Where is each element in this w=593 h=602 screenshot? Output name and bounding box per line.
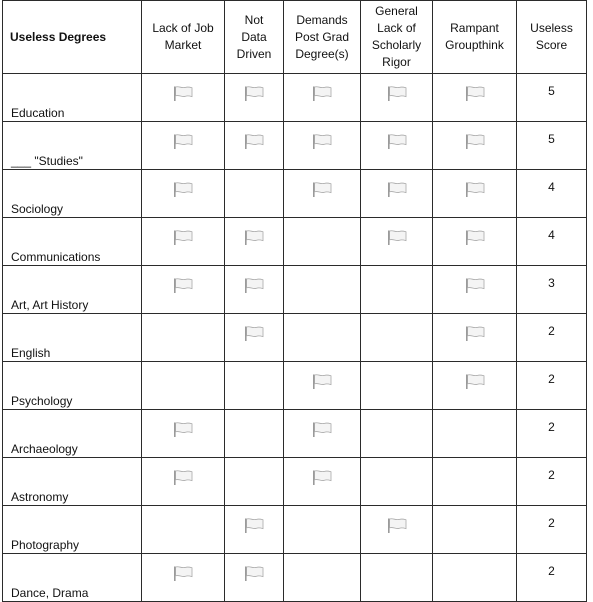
- criteria-cell: [142, 218, 225, 266]
- white-flag-icon: [465, 230, 485, 245]
- criteria-cell: [225, 314, 284, 362]
- table-row: [3, 218, 587, 266]
- white-flag-icon: [312, 86, 332, 101]
- white-flag-icon: [173, 422, 193, 437]
- white-flag-icon: [387, 86, 407, 101]
- useless-score: 2: [517, 554, 587, 602]
- degree-name: Archaeology: [3, 410, 142, 458]
- table-row: [3, 554, 587, 602]
- white-flag-icon: [173, 470, 193, 485]
- white-flag-icon: [244, 86, 264, 101]
- white-flag-icon: [244, 230, 264, 245]
- criteria-cell: [284, 218, 361, 266]
- header-useless-score: Useless Score: [517, 1, 587, 74]
- degree-name: Art, Art History: [3, 266, 142, 314]
- degree-name: English: [3, 314, 142, 362]
- white-flag-icon: [312, 470, 332, 485]
- criteria-cell: [433, 266, 517, 314]
- table-row: [3, 458, 587, 506]
- useless-score: 5: [517, 122, 587, 170]
- table-row: [3, 314, 587, 362]
- header-row: [3, 1, 587, 74]
- criteria-cell: [142, 122, 225, 170]
- white-flag-icon: [387, 230, 407, 245]
- degree-name: Photography: [3, 506, 142, 554]
- criteria-cell: [361, 218, 433, 266]
- criteria-cell: [142, 74, 225, 122]
- criteria-cell: [284, 314, 361, 362]
- useless-degrees-table: [2, 0, 587, 602]
- criteria-cell: [433, 218, 517, 266]
- white-flag-icon: [465, 86, 485, 101]
- criteria-cell: [142, 266, 225, 314]
- white-flag-icon: [173, 230, 193, 245]
- criteria-cell: [361, 506, 433, 554]
- header-lack-of-rigor: General Lack of Scholarly Rigor: [361, 1, 433, 74]
- criteria-cell: [284, 122, 361, 170]
- useless-score: 5: [517, 74, 587, 122]
- table-row: [3, 410, 587, 458]
- criteria-cell: [433, 122, 517, 170]
- white-flag-icon: [244, 518, 264, 533]
- useless-score: 4: [517, 170, 587, 218]
- white-flag-icon: [173, 86, 193, 101]
- criteria-cell: [225, 362, 284, 410]
- criteria-cell: [142, 410, 225, 458]
- criteria-cell: [361, 554, 433, 602]
- table-row: [3, 362, 587, 410]
- white-flag-icon: [173, 566, 193, 581]
- white-flag-icon: [244, 326, 264, 341]
- white-flag-icon: [465, 182, 485, 197]
- criteria-cell: [142, 362, 225, 410]
- criteria-cell: [284, 410, 361, 458]
- header-not-data-driven: Not Data Driven: [225, 1, 284, 74]
- criteria-cell: [284, 170, 361, 218]
- criteria-cell: [361, 410, 433, 458]
- criteria-cell: [284, 74, 361, 122]
- degree-name: Sociology: [3, 170, 142, 218]
- useless-score: 2: [517, 410, 587, 458]
- degree-name: Dance, Drama: [3, 554, 142, 602]
- criteria-cell: [433, 506, 517, 554]
- criteria-cell: [361, 458, 433, 506]
- degree-name: ___ "Studies": [3, 122, 142, 170]
- degree-name: Astronomy: [3, 458, 142, 506]
- table-row: [3, 170, 587, 218]
- criteria-cell: [361, 362, 433, 410]
- criteria-cell: [225, 506, 284, 554]
- degree-name: Psychology: [3, 362, 142, 410]
- criteria-cell: [225, 410, 284, 458]
- criteria-cell: [284, 362, 361, 410]
- useless-score: 3: [517, 266, 587, 314]
- criteria-cell: [142, 170, 225, 218]
- criteria-cell: [225, 554, 284, 602]
- useless-score: 2: [517, 506, 587, 554]
- useless-score: 2: [517, 314, 587, 362]
- white-flag-icon: [312, 134, 332, 149]
- criteria-cell: [361, 74, 433, 122]
- criteria-cell: [433, 170, 517, 218]
- white-flag-icon: [465, 326, 485, 341]
- criteria-cell: [284, 554, 361, 602]
- white-flag-icon: [244, 134, 264, 149]
- white-flag-icon: [173, 134, 193, 149]
- criteria-cell: [142, 554, 225, 602]
- white-flag-icon: [387, 182, 407, 197]
- degree-name: Communications: [3, 218, 142, 266]
- useless-score: 2: [517, 362, 587, 410]
- criteria-cell: [225, 458, 284, 506]
- white-flag-icon: [465, 374, 485, 389]
- header-lack-of-job-market: Lack of Job Market: [142, 1, 225, 74]
- criteria-cell: [225, 266, 284, 314]
- useless-score: 4: [517, 218, 587, 266]
- table-row: [3, 122, 587, 170]
- degree-name: Education: [3, 74, 142, 122]
- criteria-cell: [225, 122, 284, 170]
- table-row: [3, 74, 587, 122]
- header-rampant-groupthink: Rampant Groupthink: [433, 1, 517, 74]
- useless-degrees-table-container: [2, 0, 587, 602]
- white-flag-icon: [312, 422, 332, 437]
- criteria-cell: [433, 554, 517, 602]
- white-flag-icon: [244, 566, 264, 581]
- criteria-cell: [225, 74, 284, 122]
- header-degree: Useless Degrees: [3, 1, 142, 74]
- white-flag-icon: [465, 278, 485, 293]
- header-demands-post-grad: Demands Post Grad Degree(s): [284, 1, 361, 74]
- criteria-cell: [433, 74, 517, 122]
- white-flag-icon: [465, 134, 485, 149]
- white-flag-icon: [312, 182, 332, 197]
- criteria-cell: [284, 506, 361, 554]
- white-flag-icon: [173, 182, 193, 197]
- criteria-cell: [361, 314, 433, 362]
- criteria-cell: [142, 458, 225, 506]
- criteria-cell: [433, 362, 517, 410]
- criteria-cell: [361, 122, 433, 170]
- criteria-cell: [433, 314, 517, 362]
- criteria-cell: [284, 458, 361, 506]
- criteria-cell: [361, 266, 433, 314]
- criteria-cell: [433, 410, 517, 458]
- table-row: [3, 506, 587, 554]
- criteria-cell: [142, 314, 225, 362]
- white-flag-icon: [312, 374, 332, 389]
- criteria-cell: [284, 266, 361, 314]
- white-flag-icon: [387, 134, 407, 149]
- useless-score: 2: [517, 458, 587, 506]
- white-flag-icon: [173, 278, 193, 293]
- criteria-cell: [142, 506, 225, 554]
- criteria-cell: [225, 170, 284, 218]
- criteria-cell: [361, 170, 433, 218]
- criteria-cell: [433, 458, 517, 506]
- table-row: [3, 266, 587, 314]
- white-flag-icon: [387, 518, 407, 533]
- white-flag-icon: [244, 278, 264, 293]
- criteria-cell: [225, 218, 284, 266]
